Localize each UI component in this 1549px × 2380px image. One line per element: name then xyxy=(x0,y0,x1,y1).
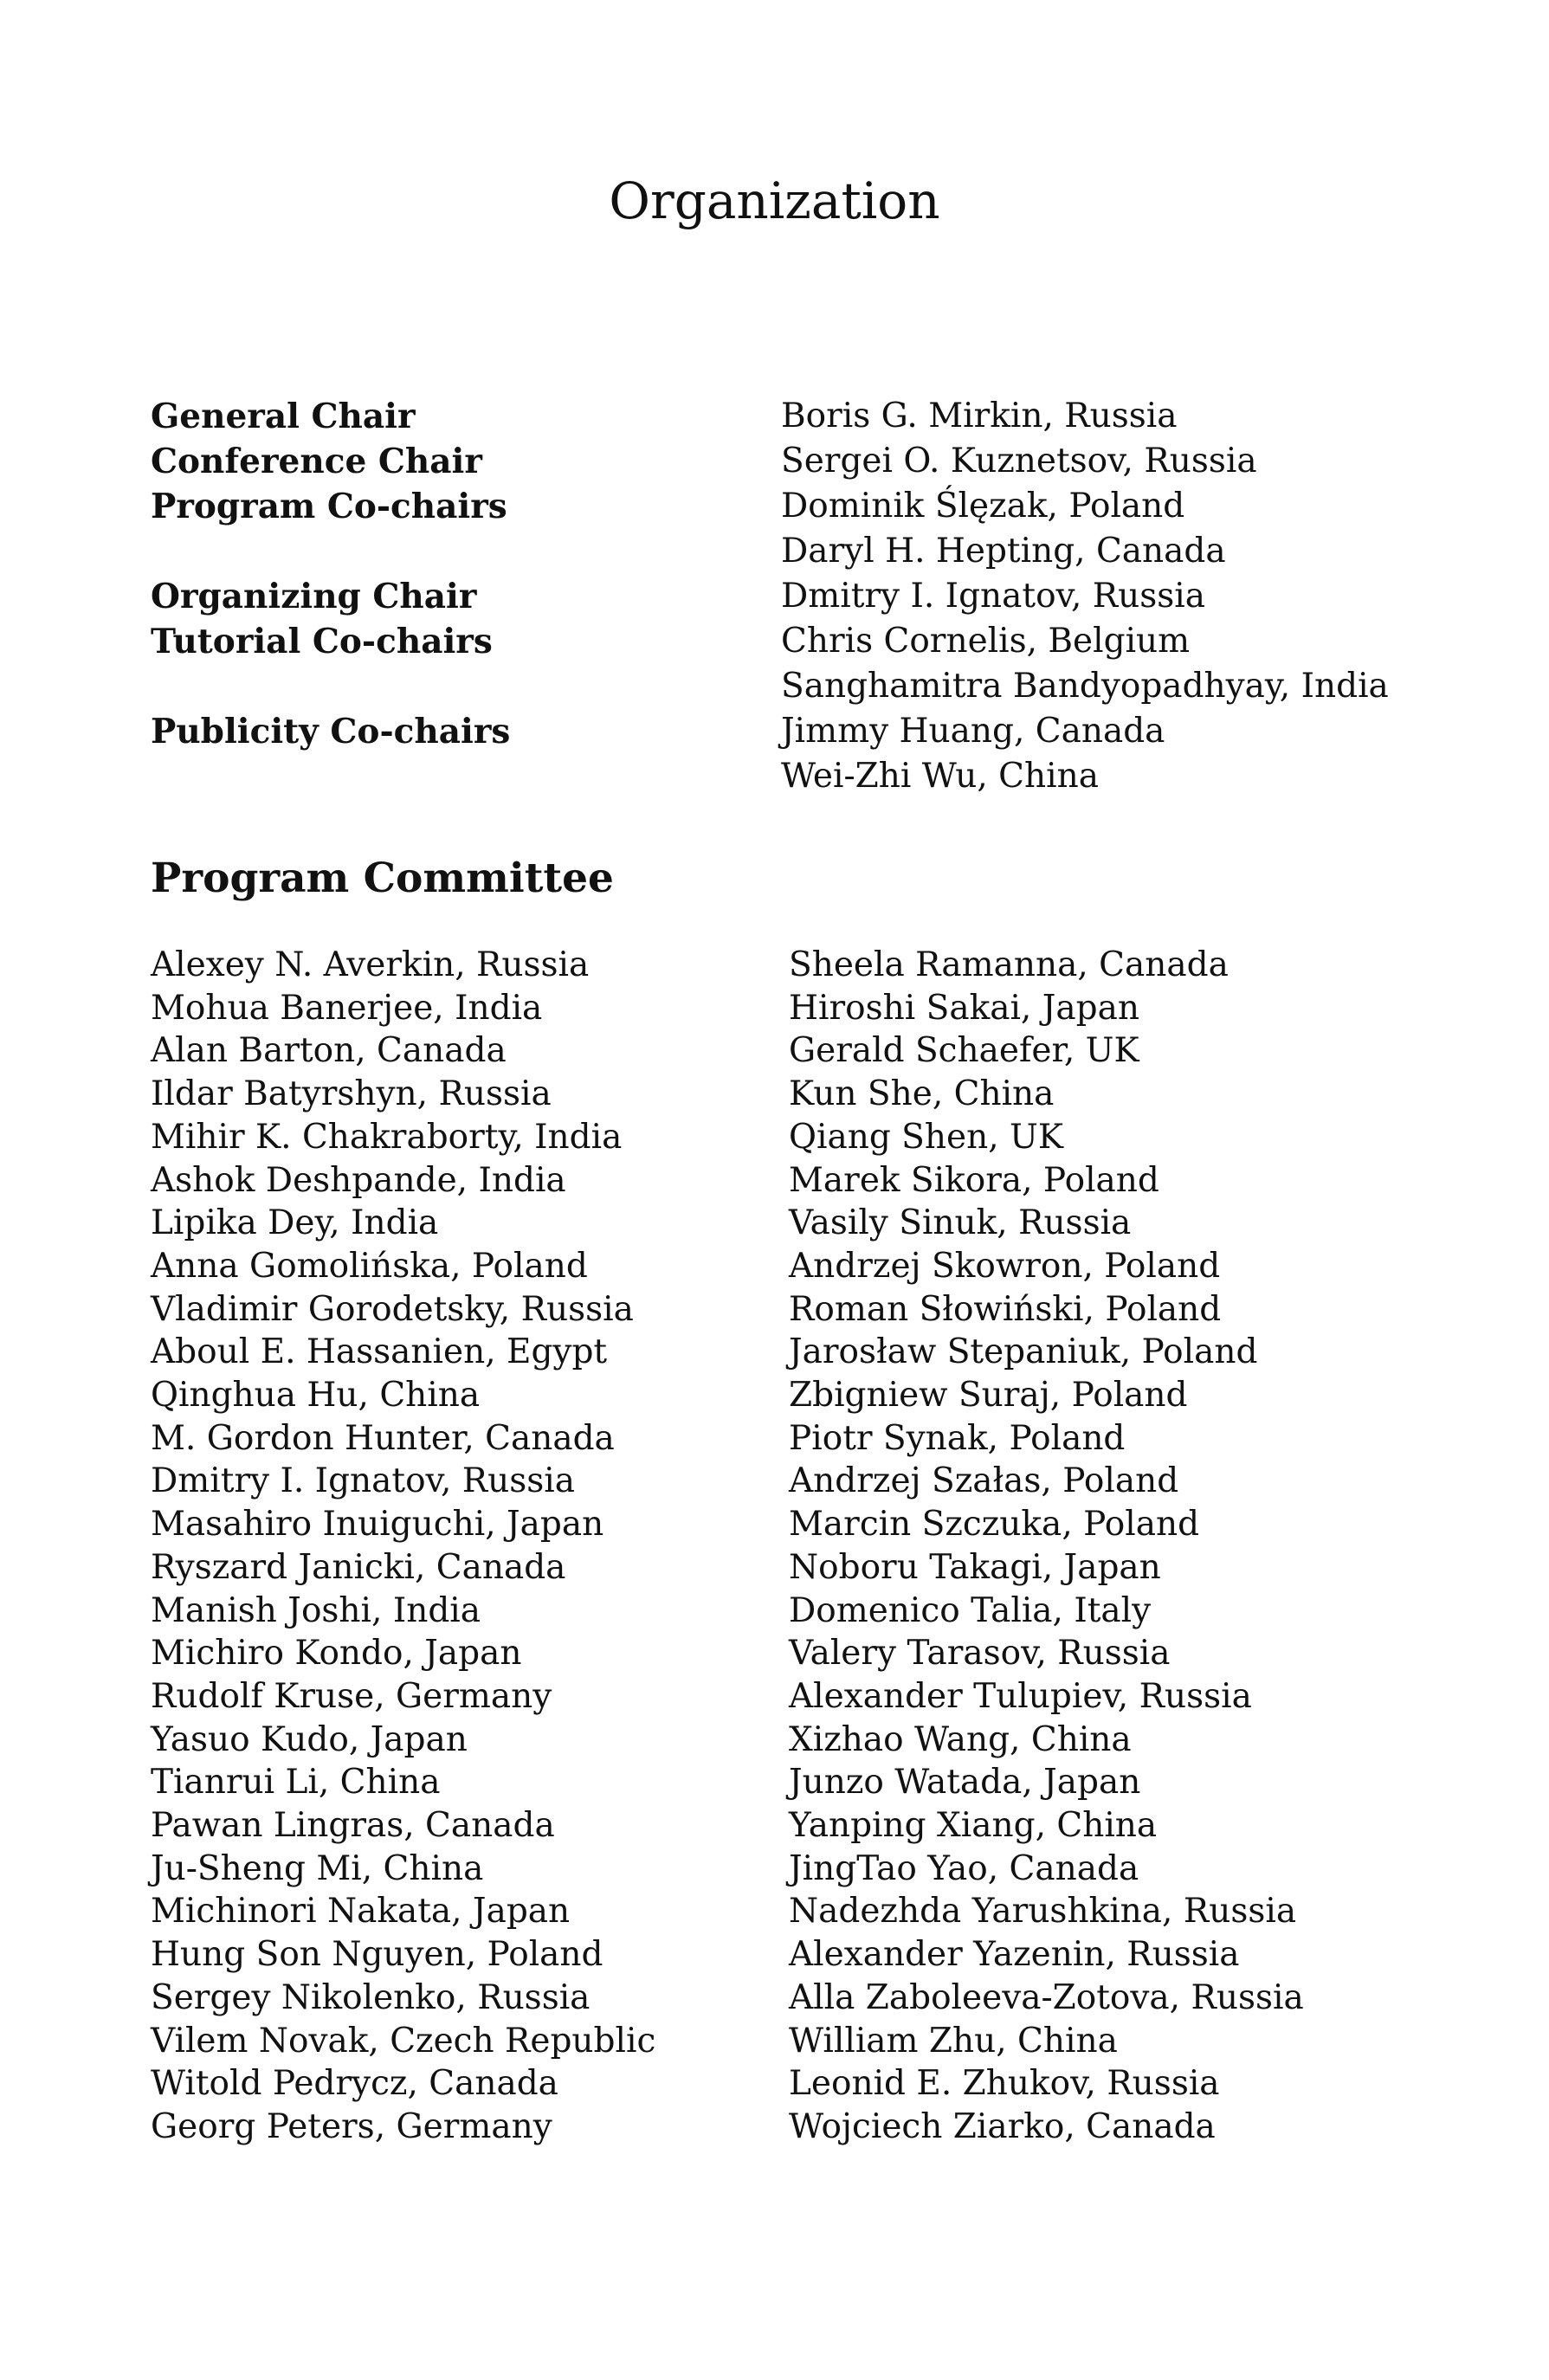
committee-member: Hiroshi Sakai, Japan xyxy=(789,988,1139,1028)
committee-member: Alexander Tulupiev, Russia xyxy=(789,1676,1252,1716)
committee-member: Yanping Xiang, China xyxy=(789,1806,1158,1846)
role-names xyxy=(781,439,1257,484)
member-name: Dmitry I. Ignatov, Russia xyxy=(781,577,1205,616)
committee-member: Witold Pedrycz, Canada xyxy=(151,2064,558,2104)
committee-member: Lipika Dey, India xyxy=(151,1203,439,1243)
org-row-tutorial-co-chairs xyxy=(151,619,1397,709)
program-committee-left-column xyxy=(151,944,655,2149)
committee-member: Piotr Synak, Poland xyxy=(789,1418,1126,1458)
committee-member: Marek Sikora, Poland xyxy=(789,1160,1159,1200)
committee-member: Dmitry I. Ignatov, Russia xyxy=(151,1461,575,1501)
org-row-organizing-chair xyxy=(151,574,1397,619)
committee-member: Qiang Shen, UK xyxy=(789,1117,1064,1157)
member-name: Sanghamitra Bandyopadhyay, India xyxy=(781,667,1389,706)
committee-member: Mohua Banerjee, India xyxy=(151,988,543,1028)
program-committee-right-column xyxy=(789,944,1304,2149)
committee-member: Leonid E. Zhukov, Russia xyxy=(789,2064,1220,2104)
committee-member: Anna Gomolińska, Poland xyxy=(151,1246,588,1286)
committee-member: Manish Joshi, India xyxy=(151,1590,481,1630)
role-label: Organizing Chair xyxy=(151,577,477,616)
committee-member: Alan Barton, Canada xyxy=(151,1031,507,1071)
role-names xyxy=(781,484,1226,574)
committee-member: Jarosław Stepaniuk, Poland xyxy=(789,1332,1258,1372)
committee-member: Masahiro Inuiguchi, Japan xyxy=(151,1505,604,1545)
committee-member: Alexey N. Averkin, Russia xyxy=(151,945,590,984)
committee-member: Qinghua Hu, China xyxy=(151,1376,481,1416)
committee-member: Rudolf Kruse, Germany xyxy=(151,1676,552,1716)
committee-member: Domenico Talia, Italy xyxy=(789,1590,1152,1630)
committee-member: Michiro Kondo, Japan xyxy=(151,1634,522,1674)
org-row-conference-chair xyxy=(151,439,1397,484)
committee-member: Pawan Lingras, Canada xyxy=(151,1806,555,1846)
role-names xyxy=(781,709,1165,799)
committee-member: Hung Son Nguyen, Poland xyxy=(151,1935,603,1975)
org-row-publicity-co-chairs xyxy=(151,709,1397,799)
member-name: Chris Cornelis, Belgium xyxy=(781,622,1191,661)
committee-member: Sergey Nikolenko, Russia xyxy=(151,1977,591,2017)
committee-member: Valery Tarasov, Russia xyxy=(789,1634,1171,1674)
committee-member: Yasuo Kudo, Japan xyxy=(151,1719,468,1759)
committee-member: Michinori Nakata, Japan xyxy=(151,1892,571,1932)
role-names xyxy=(781,394,1178,439)
committee-member: Ashok Deshpande, India xyxy=(151,1160,566,1200)
committee-member: Noboru Takagi, Japan xyxy=(789,1547,1161,1587)
committee-member: Andrzej Szałas, Poland xyxy=(789,1461,1179,1501)
committee-member: Gerald Schaefer, UK xyxy=(789,1031,1139,1071)
role-names xyxy=(781,574,1205,619)
committee-member: Alla Zaboleeva-Zotova, Russia xyxy=(789,1977,1304,2017)
committee-member: Vladimir Gorodetsky, Russia xyxy=(151,1289,634,1329)
committee-member: Ildar Batyrshyn, Russia xyxy=(151,1074,552,1114)
committee-member: M. Gordon Hunter, Canada xyxy=(151,1418,615,1458)
committee-member: Andrzej Skowron, Poland xyxy=(789,1246,1221,1286)
committee-member: Ju-Sheng Mi, China xyxy=(151,1848,484,1888)
committee-member: Tianrui Li, China xyxy=(151,1763,441,1803)
member-name: Boris G. Mirkin, Russia xyxy=(781,397,1178,435)
program-committee-heading: Program Committee xyxy=(151,855,614,902)
committee-member: William Zhu, China xyxy=(789,2021,1118,2061)
committee-member: Junzo Watada, Japan xyxy=(789,1763,1141,1803)
committee-member: Vasily Sinuk, Russia xyxy=(789,1203,1132,1243)
role-label: Publicity Co-chairs xyxy=(151,712,511,751)
committee-member: Kun She, China xyxy=(789,1074,1055,1114)
member-name: Daryl H. Hepting, Canada xyxy=(781,532,1226,571)
organization-table xyxy=(151,394,1397,799)
committee-member: Vilem Novak, Czech Republic xyxy=(151,2021,656,2061)
member-name: Sergei O. Kuznetsov, Russia xyxy=(781,442,1257,481)
committee-member: Roman Słowiński, Poland xyxy=(789,1289,1222,1329)
member-name: Wei-Zhi Wu, China xyxy=(781,757,1099,796)
role-label: Conference Chair xyxy=(151,442,482,481)
org-row-general-chair xyxy=(151,394,1397,439)
member-name: Dominik Ślęzak, Poland xyxy=(781,487,1185,526)
org-row-program-co-chairs xyxy=(151,484,1397,574)
committee-member: Aboul E. Hassanien, Egypt xyxy=(151,1332,608,1372)
committee-member: Wojciech Ziarko, Canada xyxy=(789,2106,1216,2146)
page-title: Organization xyxy=(609,171,940,230)
role-label: Program Co-chairs xyxy=(151,487,507,526)
committee-member: Sheela Ramanna, Canada xyxy=(789,945,1229,984)
role-label: Tutorial Co-chairs xyxy=(151,622,493,661)
committee-member: Nadezhda Yarushkina, Russia xyxy=(789,1892,1297,1932)
committee-member: Marcin Szczuka, Poland xyxy=(789,1505,1200,1545)
committee-member: Zbigniew Suraj, Poland xyxy=(789,1376,1188,1416)
role-label: General Chair xyxy=(151,397,416,436)
committee-member: Georg Peters, Germany xyxy=(151,2106,552,2146)
committee-member: Xizhao Wang, China xyxy=(789,1719,1132,1759)
committee-member: Alexander Yazenin, Russia xyxy=(789,1935,1240,1975)
committee-member: Ryszard Janicki, Canada xyxy=(151,1547,566,1587)
committee-member: Mihir K. Chakraborty, India xyxy=(151,1117,623,1157)
committee-member: JingTao Yao, Canada xyxy=(789,1848,1139,1888)
member-name: Jimmy Huang, Canada xyxy=(781,712,1165,751)
role-names xyxy=(781,619,1389,709)
